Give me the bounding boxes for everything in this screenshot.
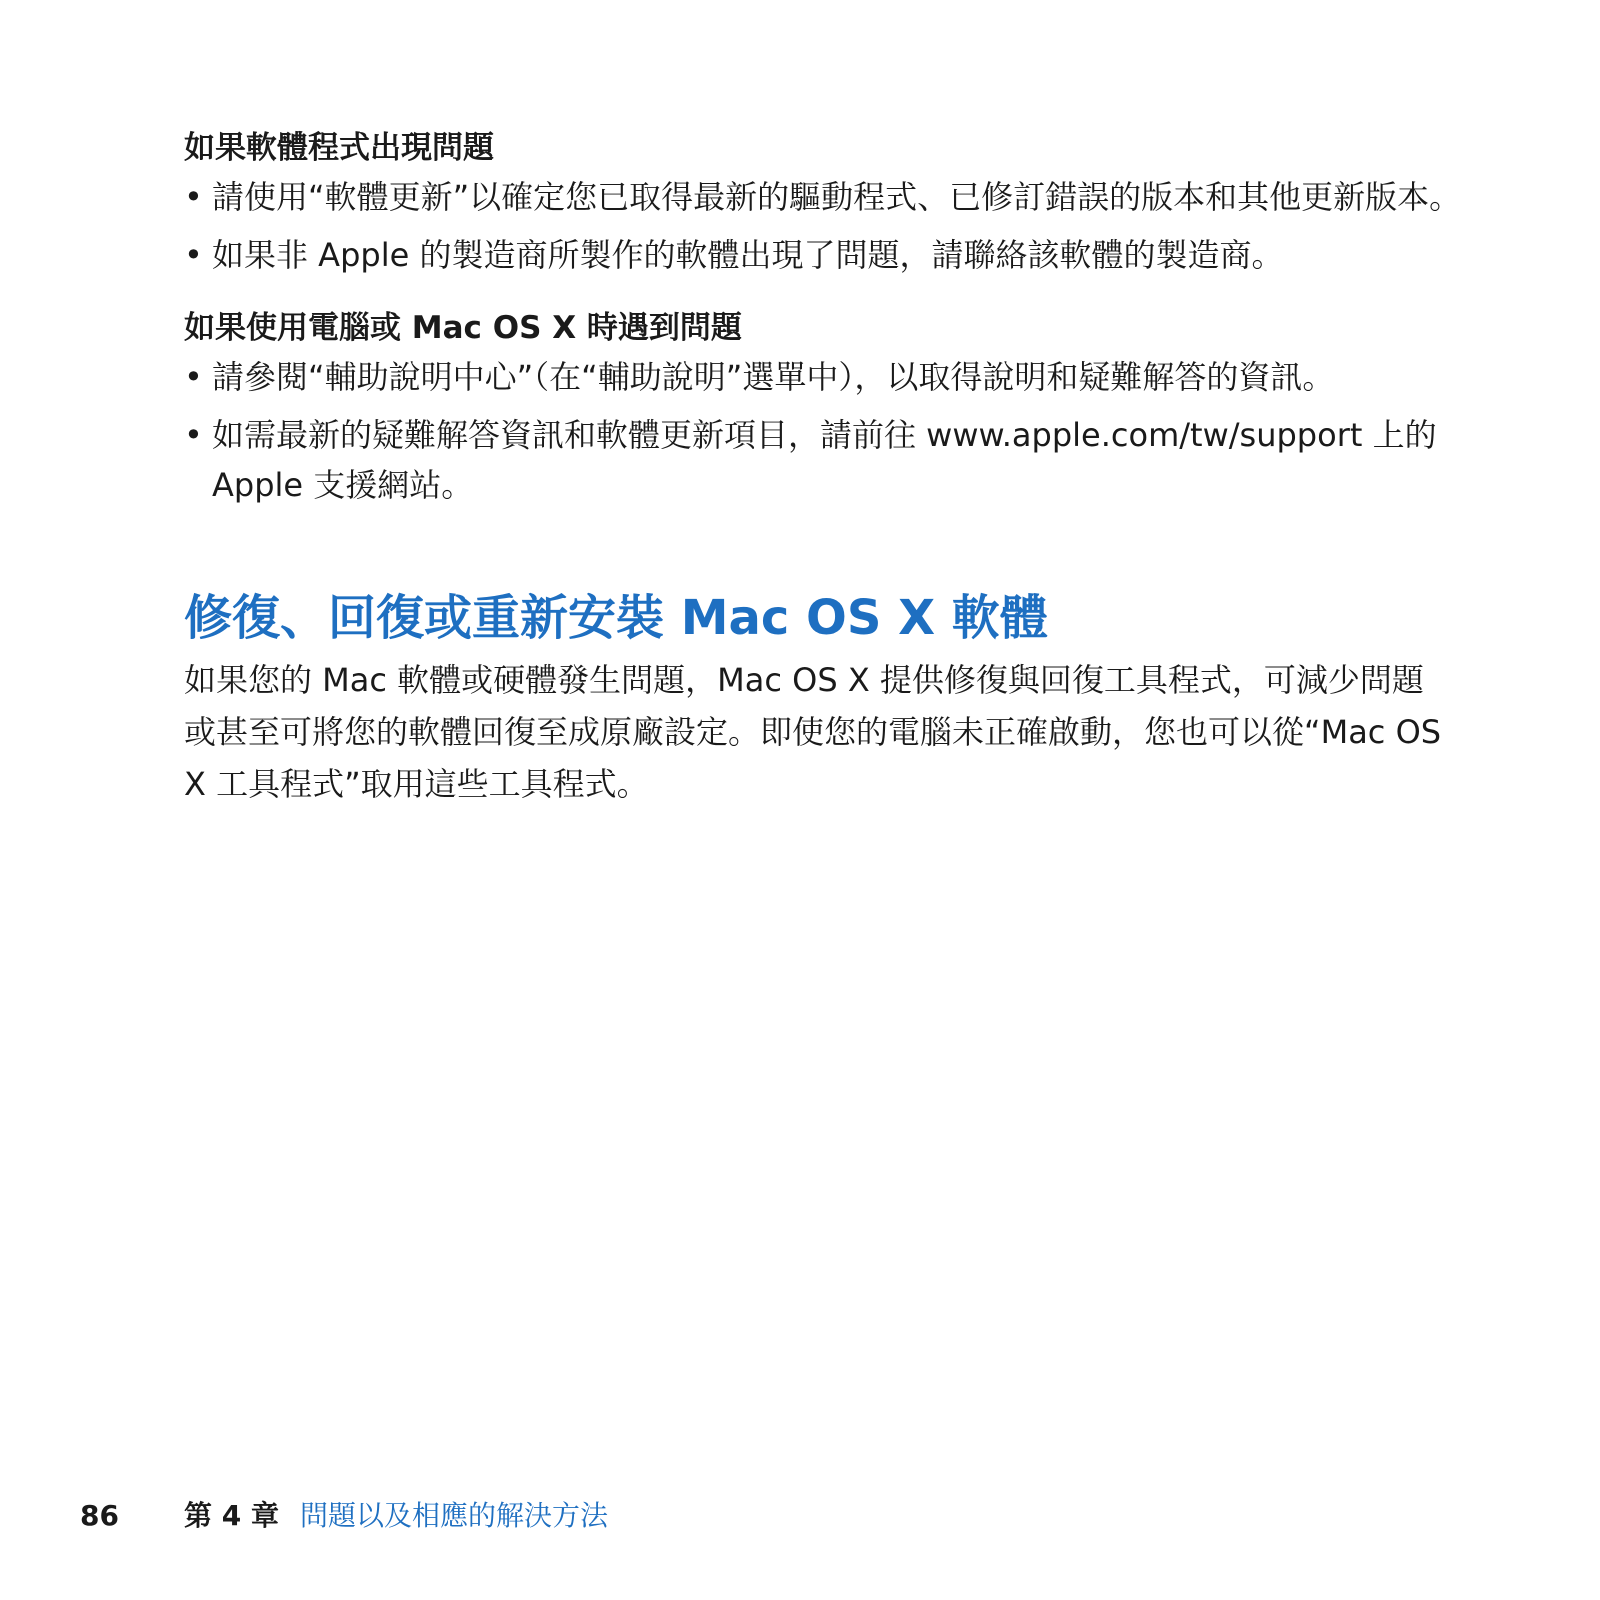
section-heading-mac-problems: 如果使用電腦或 Mac OS X 時遇到問題 xyxy=(184,310,742,346)
list-item-text: 請使用“軟體更新”以確定您已取得最新的驅動程式、已修訂錯誤的版本和其他更新版本。 xyxy=(212,178,1462,216)
list-item-text: 請參閱“輔助說明中心”（在“輔助說明”選單中），以取得說明和疑難解答的資訊。 xyxy=(212,358,1335,396)
bullet-icon: • xyxy=(184,416,203,454)
list-item xyxy=(184,230,1464,280)
chapter-title: 問題以及相應的解決方法 xyxy=(300,1499,609,1532)
bullet-list-mac xyxy=(184,352,1464,510)
list-item-text: 如果非 Apple 的製造商所製作的軟體出現了問題，請聯絡該軟體的製造商。 xyxy=(212,236,1284,274)
list-item xyxy=(184,172,1464,222)
list-item xyxy=(184,352,1464,402)
page-number: 86 xyxy=(80,1499,119,1532)
chapter-label: 第 4 章 xyxy=(184,1499,279,1532)
page-footer xyxy=(0,1498,1600,1538)
bullet-icon: • xyxy=(184,358,203,396)
section-body-paragraph: 如果您的 Mac 軟體或硬體發生問題，Mac OS X 提供修復與回復工具程式，可減少問題或甚至可將您的軟體回復至成原廠設定。即使您的電腦未正確啟動，您也可以從“Mac OS X 工具程式”取用這些工具程式。 xyxy=(184,661,1442,803)
bullet-icon: • xyxy=(184,236,203,274)
list-item xyxy=(184,410,1464,510)
section-title-repair-restore: 修復、回復或重新安裝 Mac OS X 軟體 xyxy=(184,590,1048,646)
bullet-icon: • xyxy=(184,178,203,216)
section-heading-software-problems: 如果軟體程式出現問題 xyxy=(184,130,494,166)
bullet-list-software xyxy=(184,172,1464,280)
page-content xyxy=(184,128,1464,810)
list-item-text: 如需最新的疑難解答資訊和軟體更新項目，請前往 www.apple.com/tw/support 上的 Apple 支援網站。 xyxy=(212,416,1437,504)
